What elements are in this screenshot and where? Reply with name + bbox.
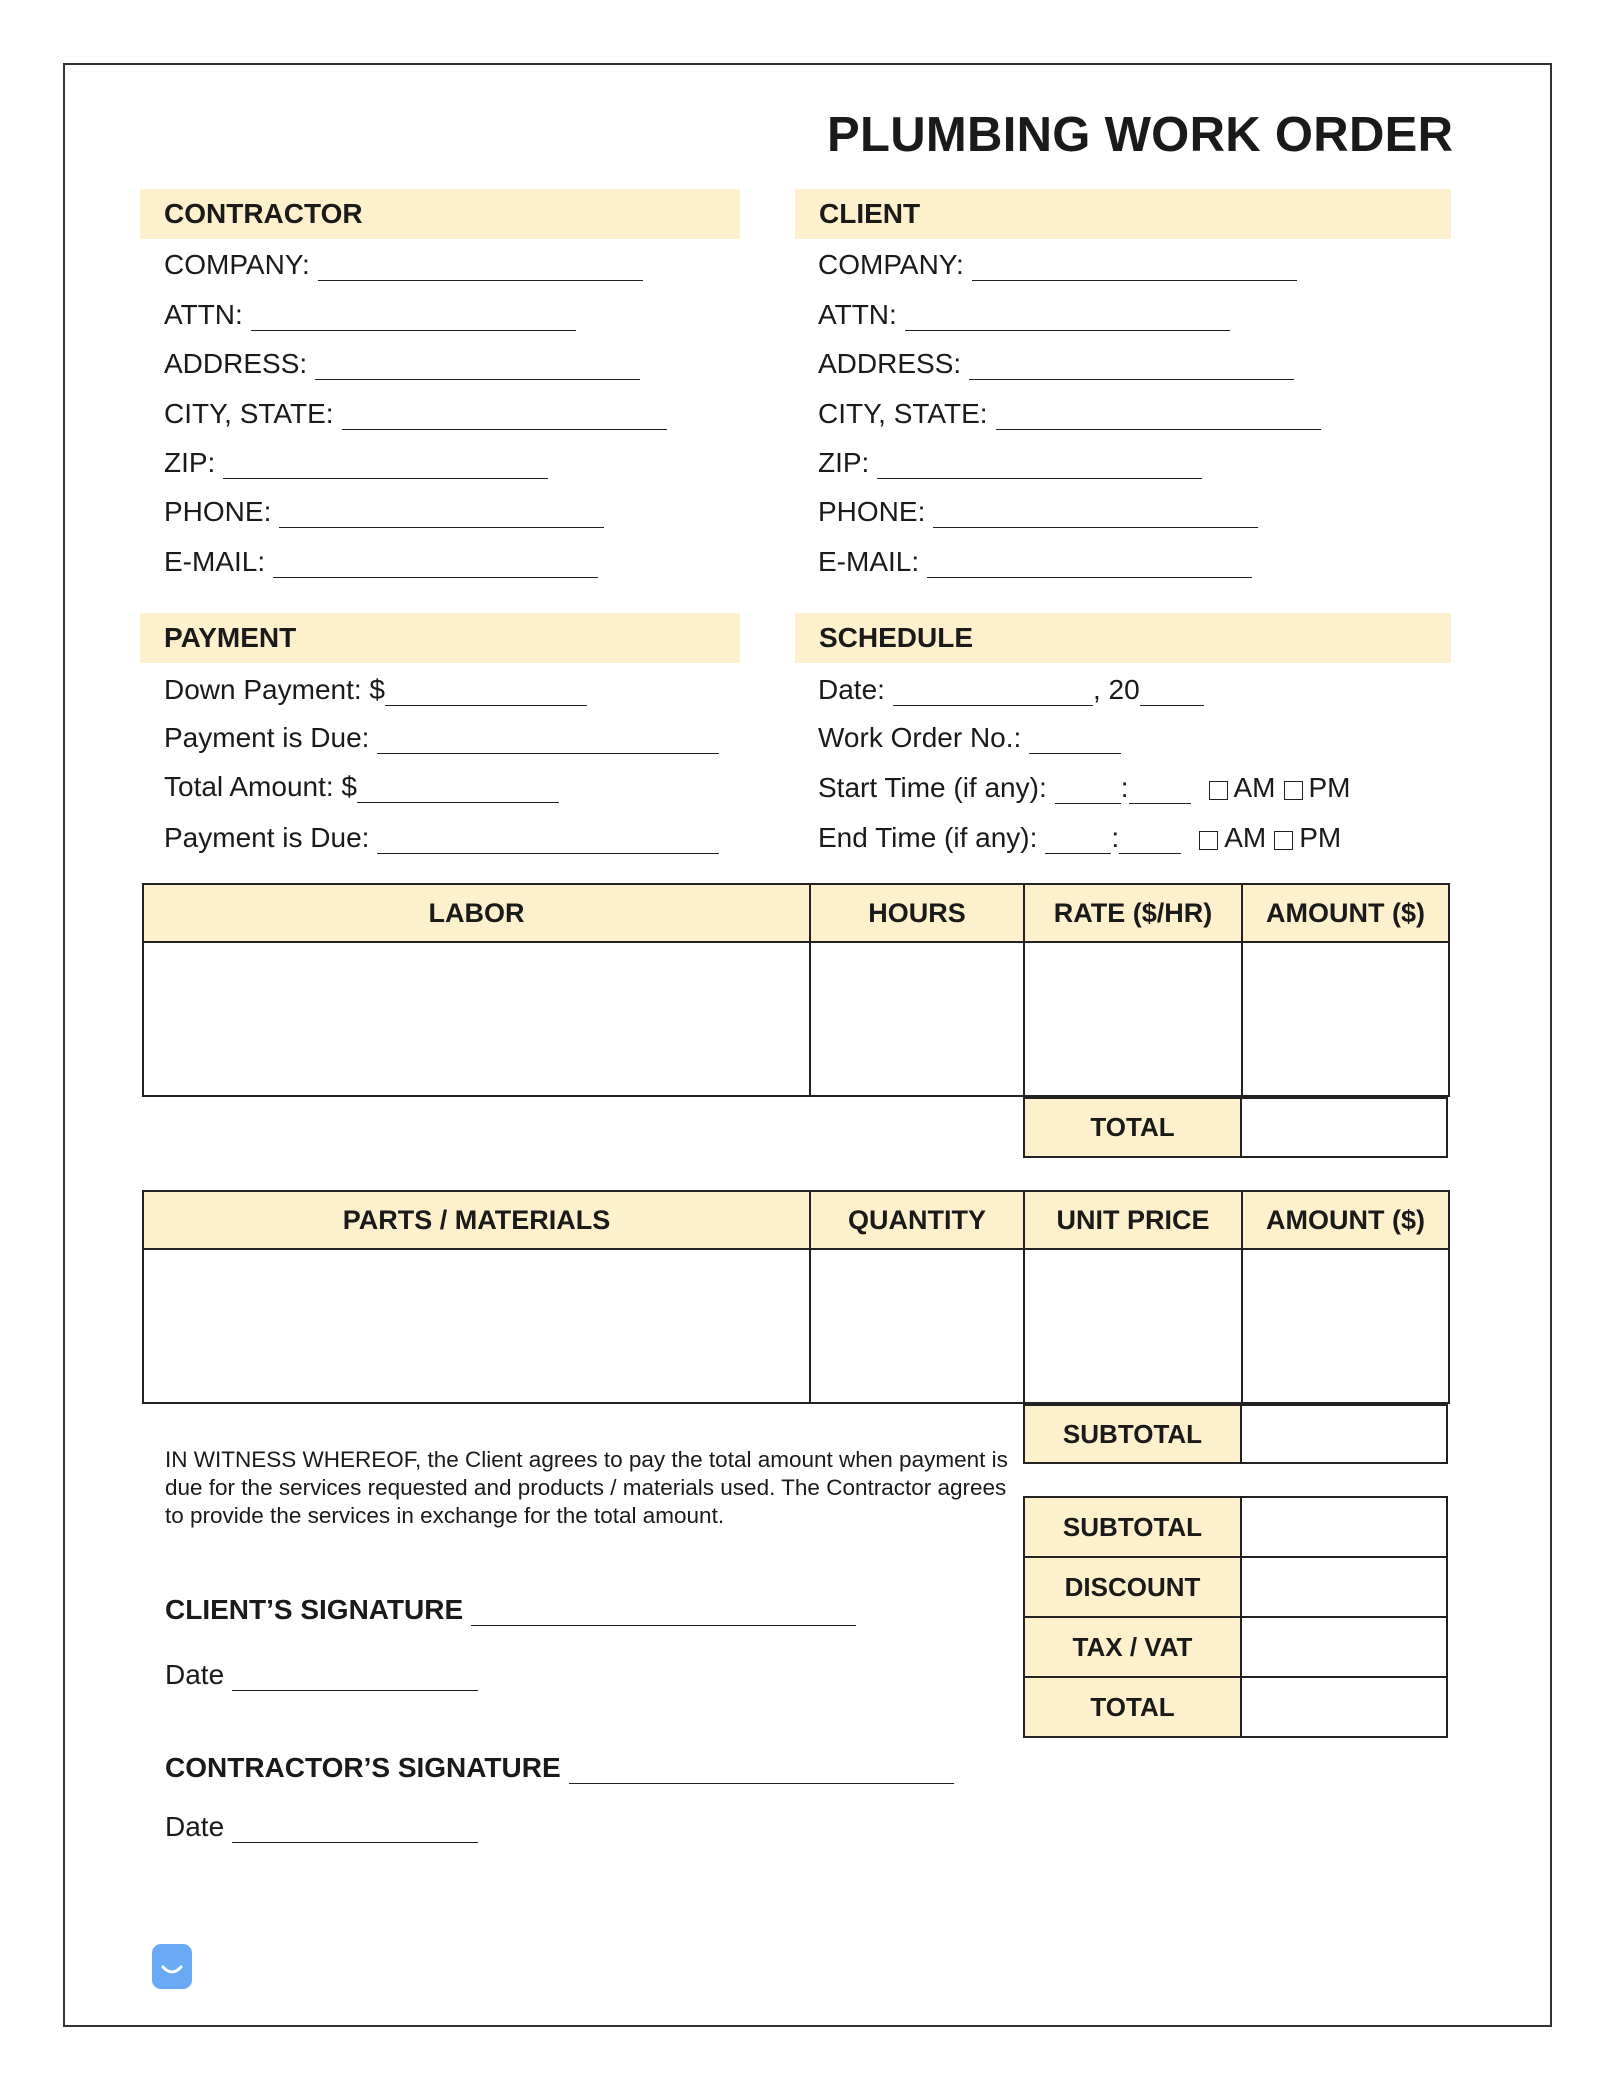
summary-tax-value[interactable] (1240, 1616, 1448, 1678)
unit-price-header: UNIT PRICE (1024, 1191, 1242, 1249)
schedule-section-heading: SCHEDULE (795, 613, 1451, 663)
client-date-field[interactable]: Date (165, 1655, 478, 1691)
client-email-field[interactable]: E-MAIL: (818, 542, 1252, 578)
contractor-zip-field[interactable]: ZIP: (164, 443, 548, 479)
contractor-attn-field[interactable]: ATTN: (164, 295, 576, 331)
summary-subtotal-value[interactable] (1240, 1496, 1448, 1558)
client-city-state-field[interactable]: CITY, STATE: (818, 394, 1321, 430)
parts-header: PARTS / MATERIALS (143, 1191, 810, 1249)
schedule-date-field[interactable]: Date: , 20 (818, 670, 1204, 706)
labor-description-cell[interactable] (143, 942, 810, 1096)
labor-table (142, 883, 1450, 1097)
summary-discount-value[interactable] (1240, 1556, 1448, 1618)
rate-header: RATE ($/HR) (1024, 884, 1242, 942)
start-time-field[interactable]: Start Time (if any): : AM PM (818, 772, 1351, 803)
client-phone-field[interactable]: PHONE: (818, 492, 1258, 528)
client-zip-field[interactable]: ZIP: (818, 443, 1202, 479)
client-address-field[interactable]: ADDRESS: (818, 344, 1294, 380)
contractor-signature-field[interactable]: CONTRACTOR’S SIGNATURE (165, 1748, 954, 1784)
contractor-company-field[interactable]: COMPANY: (164, 245, 643, 281)
start-am-checkbox[interactable] (1209, 781, 1228, 800)
parts-quantity-cell[interactable] (810, 1249, 1024, 1403)
client-signature-field[interactable]: CLIENT’S SIGNATURE (165, 1590, 856, 1626)
summary-total-label: TOTAL (1023, 1676, 1242, 1738)
witness-clause: IN WITNESS WHEREOF, the Client agrees to pay the total amount when payment is due for the services requested and products / materials used. The Contractor agrees to provide the services in exchange for the total amount. (165, 1447, 1008, 1528)
payment-section-heading: PAYMENT (140, 613, 740, 663)
parts-amount-cell[interactable] (1242, 1249, 1449, 1403)
end-am-checkbox[interactable] (1199, 831, 1218, 850)
labor-amount-header: AMOUNT ($) (1242, 884, 1449, 942)
down-payment-field[interactable]: Down Payment: $ (164, 670, 587, 706)
contractor-address-field[interactable]: ADDRESS: (164, 344, 640, 380)
labor-amount-cell[interactable] (1242, 942, 1449, 1096)
summary-subtotal-label: SUBTOTAL (1023, 1496, 1242, 1558)
client-attn-field[interactable]: ATTN: (818, 295, 1230, 331)
summary-tax-label: TAX / VAT (1023, 1616, 1242, 1678)
hours-header: HOURS (810, 884, 1024, 942)
parts-subtotal-label: SUBTOTAL (1023, 1404, 1242, 1464)
parts-unit-price-cell[interactable] (1024, 1249, 1242, 1403)
page-title: PLUMBING WORK ORDER (827, 108, 1454, 162)
labor-rate-cell[interactable] (1024, 942, 1242, 1096)
total-amount-field[interactable]: Total Amount: $ (164, 767, 559, 803)
end-pm-checkbox[interactable] (1274, 831, 1293, 850)
parts-amount-header: AMOUNT ($) (1242, 1191, 1449, 1249)
contractor-date-field[interactable]: Date (165, 1807, 478, 1843)
labor-total-value[interactable] (1240, 1097, 1448, 1158)
payment-due-field-1[interactable]: Payment is Due: (164, 718, 719, 754)
client-section-heading: CLIENT (795, 189, 1451, 239)
contractor-email-field[interactable]: E-MAIL: (164, 542, 598, 578)
start-pm-checkbox[interactable] (1284, 781, 1303, 800)
labor-header: LABOR (143, 884, 810, 942)
summary-discount-label: DISCOUNT (1023, 1556, 1242, 1618)
brand-logo-icon (152, 1944, 192, 1989)
client-company-field[interactable]: COMPANY: (818, 245, 1297, 281)
quantity-header: QUANTITY (810, 1191, 1024, 1249)
work-order-number-field[interactable]: Work Order No.: (818, 718, 1121, 754)
parts-subtotal-value[interactable] (1240, 1404, 1448, 1464)
contractor-city-state-field[interactable]: CITY, STATE: (164, 394, 667, 430)
labor-total-label: TOTAL (1023, 1097, 1242, 1158)
parts-table (142, 1190, 1450, 1404)
payment-due-field-2[interactable]: Payment is Due: (164, 818, 719, 854)
summary-total-value[interactable] (1240, 1676, 1448, 1738)
contractor-phone-field[interactable]: PHONE: (164, 492, 604, 528)
parts-description-cell[interactable] (143, 1249, 810, 1403)
end-time-field[interactable]: End Time (if any): : AM PM (818, 822, 1342, 853)
labor-hours-cell[interactable] (810, 942, 1024, 1096)
contractor-section-heading: CONTRACTOR (140, 189, 740, 239)
